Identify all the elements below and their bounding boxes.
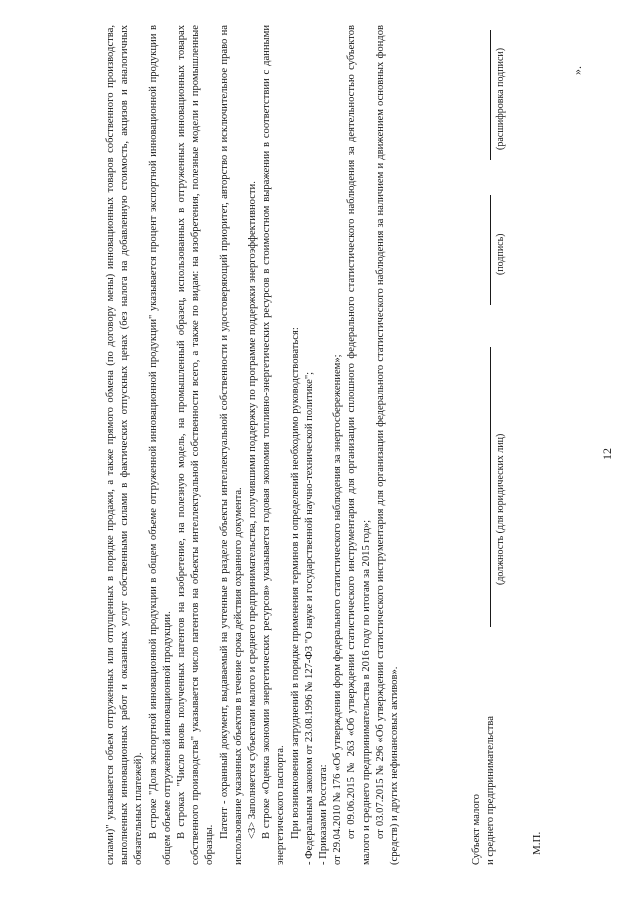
paragraph: - Приказами Росстата:: [318, 764, 330, 865]
paragraph: от 09.06.2015 № 263 «Об утверждении статистического инструментария для организации сплошного федерального статистического наблюдения за деятельностью субъектов малого и среднего предпринимательства в 2016 году по итогам за 2015 год»;: [346, 25, 372, 865]
page-number: 12: [600, 448, 614, 460]
subject-label: [470, 716, 498, 865]
paragraph: В строке "Доля экспортной инновационной продукции в общем объеме отгруженной инновационной продукции" указывается процент экспортной инновационной продукции в общем объеме отгруженной инновационной продукции.: [147, 25, 173, 865]
paragraph: В строках "Число вновь полученных патентов на изобретение, на полезную модель, на промышленный образец, использованных в отгруженных инновационных товарах собственного производства" указывается число патентов на объекты интеллектуальной собственности всего, а также по видам: на изобретения, полезные модели и промышленные образцы.: [176, 25, 216, 865]
subject-label-line1: Субъект малого: [471, 794, 482, 865]
signature-caption: (подпись): [495, 233, 506, 275]
position-caption: (должность (для юридических лиц): [495, 433, 506, 585]
decoding-caption: (расшифровка подписи): [495, 47, 506, 150]
stamp-place-label: М.П.: [531, 831, 543, 855]
signature-line: [490, 195, 491, 305]
paragraph: - Федеральным законом от 23.08.1996 № 127-ФЗ "О науке и государственной научно-технической политике";: [303, 371, 315, 865]
paragraph: В строке «Оценка экономии энергетических ресурсов» указывается годовая экономия топливно-энергетических ресурсов в стоимостном выражении в соответствии с данными энергетического паспорта.: [261, 25, 287, 865]
decoding-signature-line: [490, 30, 491, 160]
signature-block: [470, 25, 590, 865]
closing-mark: ».: [570, 66, 584, 75]
position-signature-line: [490, 347, 491, 627]
paragraph: Патент - охранный документ, выдаваемый на учтенные в разделе объекты интеллектуальной собственности и удостоверяющий приоритет, авторство и исключительное право на использование указанных объектов в течение срока действия охранного документа.: [218, 25, 244, 865]
subject-label-line2: и среднего предпринимательства: [485, 716, 496, 865]
document-body: [104, 25, 402, 865]
paragraph: силами)" указывается объем отгруженных или отпущенных в порядке продажи, а также прямого обмена (по договору мены) инновационных товаров собственного производства, выполненных инновационных работ и оказанных услуг собственными силами в фактических отпускных ценах (без налога на добавленную стоимость, акцизов и аналогичных обязательных платежей).: [105, 25, 145, 865]
paragraph: При возникновении затруднений в порядке применения терминов и определений необходимо руководствоваться:: [289, 327, 301, 839]
paragraph: от 03.07.2015 № 296 «Об утверждении статистического инструментария для организации федерального статистического наблюдения за наличием и движением основных фондов (средств) и других нефинансовых активов».: [374, 25, 401, 865]
paragraph: от 29.04.2010 № 176 «Об утверждении форм федерального статистического наблюдения за энергосбережением»;: [332, 354, 344, 865]
paragraph: <3> Заполняется субъектами малого и среднего предпринимательства, получившими поддержку по программе поддержки энергоэффективности.: [247, 181, 259, 839]
